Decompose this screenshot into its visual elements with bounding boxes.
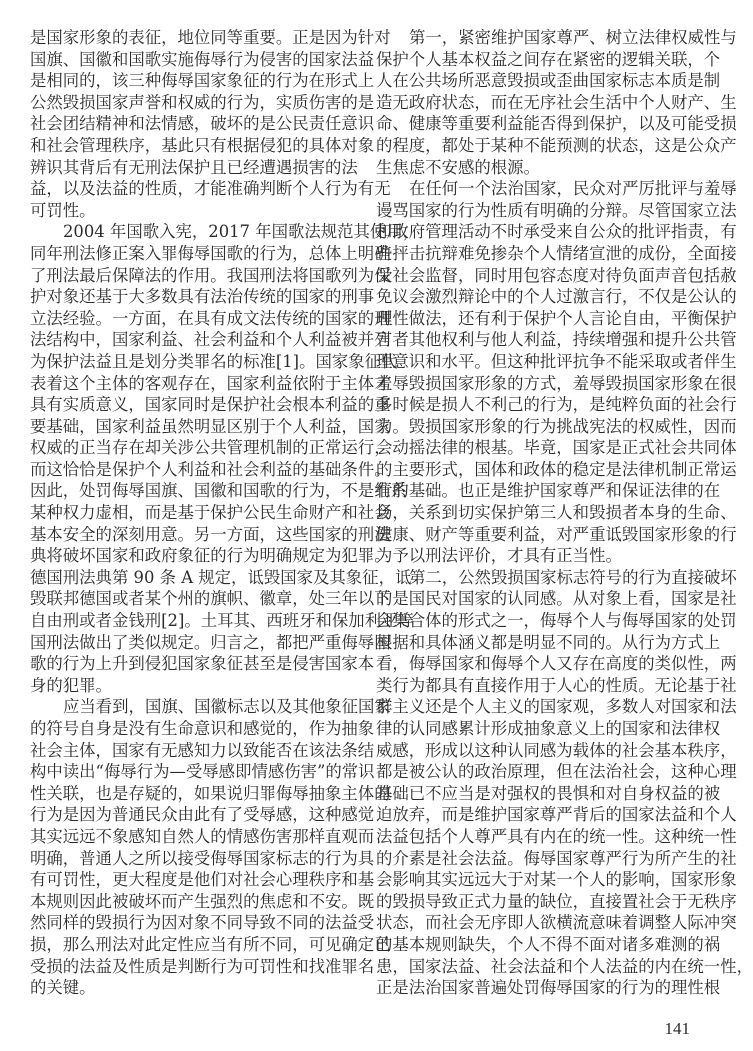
- text-line: 性关联，也是存疑的，如果说归罪侮辱抽象主体的: [30, 783, 391, 803]
- text-line: 威感，形成以这种认同感为载体的社会基本秩序，: [376, 740, 737, 760]
- text-line: 受损的法益及性质是判断行为可罚性和找准罪名: [30, 956, 375, 976]
- text-line: 有可罚性，更大程度是他们对社会心理秩序和基: [30, 870, 375, 890]
- text-line: 明确，普通人之所以接受侮辱国家标志的行为具: [30, 848, 375, 868]
- text-line: 基础已不应当是对强权的畏惧和对自身权益的被: [376, 783, 721, 803]
- text-line: 具有实质意义，国家同时是保护社会根本利益的重: [30, 395, 391, 415]
- text-line: 辨识其背后有无刑法保护且已经遭遇损害的法: [30, 157, 358, 177]
- text-line: 要基础，国家利益虽然明显区别于个人利益，国家: [30, 416, 391, 436]
- text-line: 损，那么刑法对此定性应当有所不同，可见确定已: [30, 934, 391, 954]
- text-line: 在任何一个法治国家，民众对严厉批评与羞辱: [409, 179, 737, 199]
- text-line: 律的认同感累计形成抽象意义上的国家和法律权: [376, 719, 721, 738]
- text-line: 的是国民对国家的认同感。从对象上看，国家是社: [376, 589, 737, 609]
- text-line: 保护个人基本权益之间存在紧密的逻辑关联，个: [376, 49, 721, 69]
- right-text-column: [376, 27, 753, 999]
- text-line: 表着这个主体的客观存在，国家利益依附于主体才: [30, 373, 391, 393]
- text-line: 的符号自身是没有生命意识和感觉的，作为抽象: [30, 719, 375, 738]
- text-line: 的基本规则缺失，个人不得不面对诸多难测的祸: [376, 934, 721, 954]
- text-line: 某种权力虚相，而是基于保护公民生命财产和社会: [30, 503, 391, 523]
- text-line: 2004 年国歌入宪，2017 年国歌法规范其使用，: [63, 222, 420, 242]
- text-line: 命、健康等重要利益能否得到保护，以及可能受损: [376, 114, 737, 134]
- text-line: 然同样的毁损行为因对象不同导致不同的法益受: [30, 913, 375, 933]
- text-line: 群主义还是个人主义的国家观，多数人对国家和法: [376, 697, 737, 717]
- left-text-column: [30, 27, 420, 999]
- text-line: 而这恰恰是保护个人利益和社会利益的基础条件。: [30, 459, 391, 479]
- text-line: 类行为都具有直接作用于人心的性质。无论基于社: [376, 675, 737, 695]
- text-line: 国刑法做出了类似规定。归言之，都把严重侮辱国: [30, 632, 391, 652]
- text-line: 社会团结精神和法情感，破坏的是公民责任意识: [30, 114, 375, 134]
- text-line: 同年刑法修正案入罪侮辱国歌的行为，总体上明确: [30, 243, 391, 263]
- text-line: 权威的正当存在却关涉公共管理机制的正常运行，: [30, 438, 391, 458]
- text-line: 会集合体的形式之一，侮辱个人与侮辱国家的处罚: [376, 611, 737, 631]
- text-line: 免议会激烈辩论中的个人过激言行，不仅是公认的: [376, 287, 737, 307]
- text-line: 法益包括个人尊严具有内在的统一性。这种统一性: [376, 826, 737, 846]
- text-line: 国旗、国徽和国歌实施侮辱行为侵害的国家法益: [30, 49, 375, 69]
- text-line: 看，侮辱国家和侮辱个人又存在高度的类似性，两: [376, 654, 737, 674]
- text-line: 第二，公然毁损国家标志符号的行为直接破坏: [409, 567, 737, 587]
- text-line: 护对象还基于大多数具有法治传统的国家的刑事: [30, 287, 375, 307]
- text-line: 多时候是损人不利己的行为，是纯粹负面的社会行: [376, 395, 737, 415]
- text-line: 的介素是社会法益。侮辱国家尊严行为所产生的社: [376, 848, 737, 868]
- text-line: 理意识和水平。但这种批评抗争不能采取或者伴生: [376, 351, 737, 371]
- text-line: 德国刑法典第 90 条 A 规定，诋毁国家及其象征，诋: [30, 567, 412, 587]
- text-line: 的关键。: [30, 978, 96, 998]
- text-line: 迫放弃，而是维护国家尊严背后的国家法益和个人: [376, 805, 737, 825]
- text-line: 场，关系到切实保护第三人和毁损者本身的生命、: [376, 503, 737, 523]
- text-line: 法结构中，国家利益、社会利益和个人利益被并列: [30, 330, 391, 350]
- text-line: 自由刑或者金钱刑[2]。土耳其、西班牙和保加利亚等: [30, 611, 414, 631]
- text-line: 理性做法，还有利于保护个人言论自由，平衡保护: [376, 308, 737, 328]
- text-line: 的毁损导致正式力量的缺位，直接置社会于无秩序: [376, 891, 737, 911]
- text-line: 都是被公认的政治原理，但在法治社会，这种心理: [376, 762, 737, 782]
- text-line: 人在公共场所恶意毁损或歪曲国家标志本质是制: [376, 71, 721, 91]
- text-line: 造无政府状态，而在无序社会生活中个人财产、生: [376, 92, 737, 112]
- text-line: 基本安全的深刻用意。另一方面，这些国家的刑法: [30, 524, 391, 544]
- paragraph: [30, 27, 391, 221]
- text-line: 其实远远不象感知自然人的情感伤害那样直观而: [30, 826, 375, 846]
- text-line: 会动摇法律的根基。毕竟，国家是正式社会共同体: [376, 438, 737, 458]
- text-line: 羞辱毁损国家形象的方式，羞辱毁损国家形象在很: [376, 373, 737, 393]
- text-line: 是国家形象的表征，地位同等重要。正是因为针对: [30, 28, 391, 47]
- paragraph: [30, 696, 391, 998]
- text-line: 的程度，都处于某种不能预测的状态，这是公众产: [376, 135, 737, 155]
- text-line: 为。毁损国家形象的行为挑战宪法的权威性，因而: [376, 416, 737, 436]
- text-line: 和社会管理秩序，基此只有根据侵犯的具体对象: [30, 135, 375, 155]
- text-line: 公然毁损国家声誉和权威的行为，实质伤害的是: [30, 92, 375, 112]
- text-line: 正是法治国家普遍处罚侮辱国家的行为的理性根: [376, 978, 721, 998]
- text-line: 了刑法最后保障法的作用。我国刑法将国歌列为保: [30, 265, 391, 285]
- text-line: 受社会监督，同时用包容态度对待负面声音包括赦: [376, 265, 737, 285]
- paragraph: [376, 567, 753, 999]
- paragraph: [376, 178, 737, 567]
- text-line: 身的犯罪。: [30, 675, 112, 695]
- text-line: 歌的行为上升到侵犯国家象征甚至是侵害国家本: [30, 654, 375, 674]
- paragraph: [376, 27, 737, 178]
- text-line: 应当看到，国旗、国徽标志以及其他象征国家: [63, 697, 391, 717]
- text-line: 些抨击抗辩难免掺杂个人情绪宣泄的成份，全面接: [376, 243, 737, 263]
- text-line: 为保护法益且是划分类罪名的标准[1]。国家象征代: [30, 351, 398, 371]
- paragraph: [30, 221, 420, 696]
- text-line: 言者其他权利与他人利益，持续增强和提升公共管: [376, 330, 737, 350]
- text-line: 典将破坏国家和政府象征的行为明确规定为犯罪。: [30, 546, 391, 566]
- text-line: 是相同的，该三种侮辱国家象征的行为在形式上: [30, 71, 375, 91]
- text-line: 根据和具体涵义都是明显不同的。从行为方式上: [376, 632, 721, 652]
- text-line: 健康、财产等重要利益，对严重诋毁国家形象的行: [376, 524, 737, 544]
- text-line: 社会主体，国家有无感知力以致能否在该法条结: [30, 740, 375, 760]
- text-line: 本规则因此被破坏而产生强烈的焦虑和不安。既: [30, 891, 375, 911]
- text-line: 构中读出“侮辱行为—受辱感即情感伤害”的常识: [30, 762, 375, 782]
- text-line: 的主要形式，国体和政体的稳定是法律机制正常运: [376, 459, 737, 479]
- text-line: 和政府管理活动不时承受来自公众的批评指责，有: [376, 222, 737, 242]
- text-line: 会影响其实远远大于对某一个人的影响，国家形象: [376, 870, 737, 890]
- text-line: 益，以及法益的性质，才能准确判断个人行为有无: [30, 179, 391, 199]
- page-number: 141: [664, 1019, 690, 1038]
- text-line: 生焦虑不安感的根源。: [376, 157, 540, 177]
- text-line: 行为是因为普通民众由此有了受辱感，这种感觉: [30, 805, 375, 825]
- text-line: 状态，而社会无序即人欲横流意味着调整人际冲突: [376, 913, 737, 933]
- text-line: 为予以刑法评价，才具有正当性。: [376, 546, 622, 566]
- text-line: 毁联邦德国或者某个州的旗帜、徽章，处三年以下: [30, 589, 391, 609]
- text-line: 因此，处罚侮辱国旗、国徽和国歌的行为，不是维系: [30, 481, 407, 501]
- text-line: 立法经验。一方面，在具有成文法传统的国家的刑: [30, 308, 391, 328]
- text-line: 谩骂国家的行为性质有明确的分辩。尽管国家立法: [376, 200, 737, 220]
- text-line: 行的基础。也正是维护国家尊严和保证法律的在: [376, 481, 721, 501]
- text-line: 第一，紧密维护国家尊严、树立法律权威性与: [409, 28, 737, 47]
- text-line: 患，国家法益、社会法益和个人法益的内在统一性，: [376, 956, 753, 976]
- text-line: 可罚性。: [30, 200, 96, 220]
